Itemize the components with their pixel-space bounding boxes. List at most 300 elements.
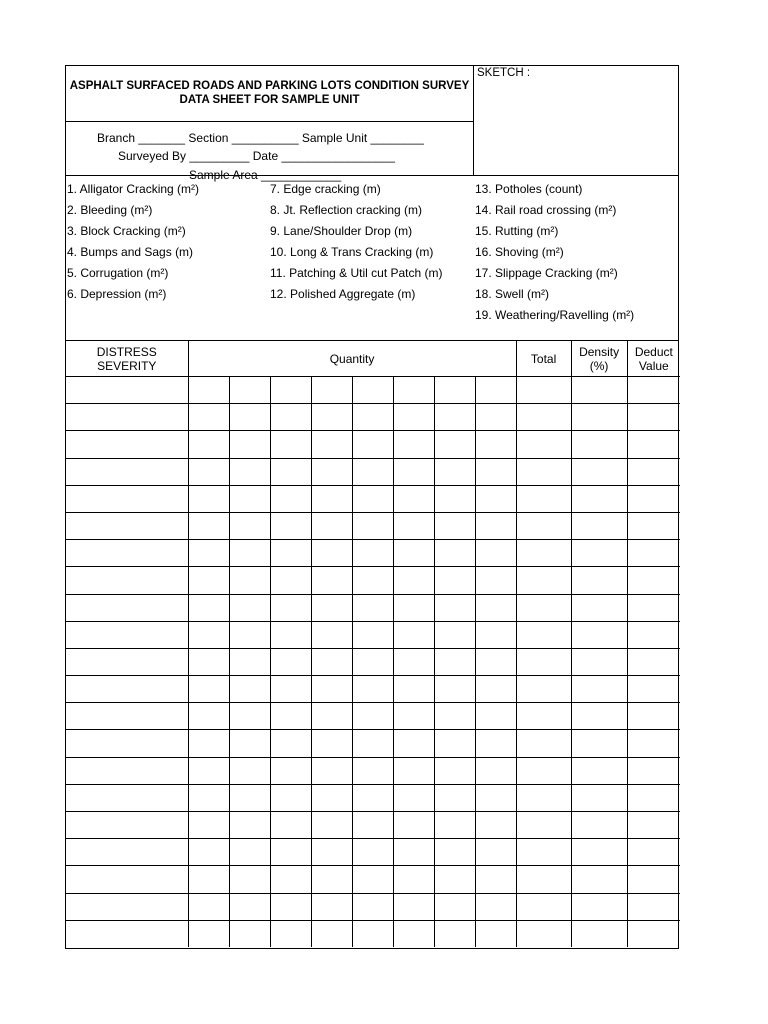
quantity-cell[interactable] <box>229 730 270 757</box>
distress-severity-cell[interactable] <box>66 404 188 431</box>
density-cell[interactable] <box>571 784 627 811</box>
density-cell[interactable] <box>571 404 627 431</box>
density-cell[interactable] <box>571 730 627 757</box>
quantity-cell[interactable] <box>393 377 434 404</box>
total-cell[interactable] <box>516 893 571 920</box>
quantity-cell[interactable] <box>393 730 434 757</box>
quantity-cell[interactable] <box>229 458 270 485</box>
distress-severity-cell[interactable] <box>66 839 188 866</box>
deduct-label: Deduct <box>634 344 673 359</box>
quantity-cell[interactable] <box>434 839 475 866</box>
quantity-cell[interactable] <box>475 866 516 893</box>
quantity-cell[interactable] <box>311 757 352 784</box>
quantity-cell[interactable] <box>270 784 311 811</box>
quantity-cell[interactable] <box>352 839 393 866</box>
quantity-cell[interactable] <box>188 594 229 621</box>
deduct-value-cell[interactable] <box>627 485 680 512</box>
distress-type-legend <box>66 176 678 341</box>
quantity-cell[interactable] <box>434 893 475 920</box>
density-cell[interactable] <box>571 812 627 839</box>
quantity-cell[interactable] <box>311 594 352 621</box>
quantity-cell[interactable] <box>393 567 434 594</box>
total-cell[interactable] <box>516 485 571 512</box>
quantity-cell[interactable] <box>352 784 393 811</box>
density-cell[interactable] <box>571 431 627 458</box>
distress-severity-cell[interactable] <box>66 431 188 458</box>
quantity-cell[interactable] <box>352 377 393 404</box>
quantity-cell[interactable] <box>475 703 516 730</box>
quantity-cell[interactable] <box>352 594 393 621</box>
quantity-cell[interactable] <box>475 567 516 594</box>
quantity-cell[interactable] <box>270 512 311 539</box>
quantity-cell[interactable] <box>311 920 352 947</box>
table-row <box>66 431 680 458</box>
quantity-cell[interactable] <box>352 512 393 539</box>
quantity-cell[interactable] <box>188 730 229 757</box>
quantity-cell[interactable] <box>475 757 516 784</box>
deduct-value-cell[interactable] <box>627 893 680 920</box>
quantity-cell[interactable] <box>229 404 270 431</box>
distress-severity-cell[interactable] <box>66 377 188 404</box>
quantity-header: Quantity <box>188 341 516 377</box>
density-cell[interactable] <box>571 866 627 893</box>
table-row <box>66 920 680 947</box>
quantity-cell[interactable] <box>352 893 393 920</box>
table-row <box>66 567 680 594</box>
deduct-value-cell[interactable] <box>627 540 680 567</box>
quantity-cell[interactable] <box>270 621 311 648</box>
quantity-cell[interactable] <box>393 812 434 839</box>
quantity-cell[interactable] <box>188 431 229 458</box>
deduct-value-cell[interactable] <box>627 431 680 458</box>
distress-severity-cell[interactable] <box>66 648 188 675</box>
quantity-cell[interactable] <box>434 567 475 594</box>
quantity-cell[interactable] <box>434 404 475 431</box>
quantity-cell[interactable] <box>311 512 352 539</box>
quantity-cell[interactable] <box>270 676 311 703</box>
distress-severity-cell[interactable] <box>66 594 188 621</box>
quantity-cell[interactable] <box>188 920 229 947</box>
quantity-cell[interactable] <box>270 703 311 730</box>
quantity-cell[interactable] <box>352 485 393 512</box>
total-cell[interactable] <box>516 703 571 730</box>
quantity-cell[interactable] <box>393 540 434 567</box>
quantity-cell[interactable] <box>434 648 475 675</box>
quantity-cell[interactable] <box>270 594 311 621</box>
distress-severity-cell[interactable] <box>66 920 188 947</box>
quantity-cell[interactable] <box>229 377 270 404</box>
deduct-value-cell[interactable] <box>627 703 680 730</box>
total-cell[interactable] <box>516 431 571 458</box>
quantity-cell[interactable] <box>434 866 475 893</box>
quantity-cell[interactable] <box>311 431 352 458</box>
quantity-cell[interactable] <box>475 377 516 404</box>
quantity-cell[interactable] <box>229 920 270 947</box>
total-cell[interactable] <box>516 676 571 703</box>
total-cell[interactable] <box>516 784 571 811</box>
quantity-cell[interactable] <box>311 839 352 866</box>
title-block <box>66 66 473 122</box>
table-row <box>66 648 680 675</box>
quantity-cell[interactable] <box>229 784 270 811</box>
quantity-cell[interactable] <box>270 567 311 594</box>
quantity-cell[interactable] <box>311 676 352 703</box>
legend-item: 2. Bleeding (m²) <box>67 203 153 217</box>
quantity-cell[interactable] <box>393 594 434 621</box>
quantity-cell[interactable] <box>188 676 229 703</box>
quantity-cell[interactable] <box>393 648 434 675</box>
quantity-cell[interactable] <box>188 839 229 866</box>
quantity-cell[interactable] <box>229 676 270 703</box>
quantity-cell[interactable] <box>475 485 516 512</box>
distress-severity-cell[interactable] <box>66 567 188 594</box>
quantity-cell[interactable] <box>229 621 270 648</box>
quantity-cell[interactable] <box>475 839 516 866</box>
quantity-cell[interactable] <box>229 567 270 594</box>
quantity-cell[interactable] <box>311 784 352 811</box>
quantity-cell[interactable] <box>393 893 434 920</box>
quantity-cell[interactable] <box>393 431 434 458</box>
density-header <box>571 341 627 377</box>
legend-item: 16. Shoving (m²) <box>475 245 564 259</box>
quantity-cell[interactable] <box>475 893 516 920</box>
legend-item: 19. Weathering/Ravelling (m²) <box>475 308 635 322</box>
quantity-cell[interactable] <box>188 866 229 893</box>
deduct-value-cell[interactable] <box>627 512 680 539</box>
density-cell[interactable] <box>571 377 627 404</box>
quantity-cell[interactable] <box>188 703 229 730</box>
quantity-cell[interactable] <box>475 540 516 567</box>
deduct-value-cell[interactable] <box>627 676 680 703</box>
legend-column-2 <box>270 179 443 305</box>
quantity-cell[interactable] <box>475 512 516 539</box>
quantity-cell[interactable] <box>229 594 270 621</box>
density-cell[interactable] <box>571 485 627 512</box>
quantity-cell[interactable] <box>393 512 434 539</box>
quantity-cell[interactable] <box>270 540 311 567</box>
density-cell[interactable] <box>571 893 627 920</box>
quantity-cell[interactable] <box>434 757 475 784</box>
legend-column-3 <box>475 179 634 326</box>
quantity-cell[interactable] <box>352 458 393 485</box>
quantity-cell[interactable] <box>188 648 229 675</box>
total-cell[interactable] <box>516 920 571 947</box>
quantity-cell[interactable] <box>270 866 311 893</box>
quantity-cell[interactable] <box>270 431 311 458</box>
total-cell[interactable] <box>516 839 571 866</box>
deduct-value-cell[interactable] <box>627 377 680 404</box>
quantity-cell[interactable] <box>475 730 516 757</box>
quantity-cell[interactable] <box>311 540 352 567</box>
quantity-cell[interactable] <box>188 485 229 512</box>
quantity-cell[interactable] <box>352 404 393 431</box>
quantity-cell[interactable] <box>475 458 516 485</box>
distress-severity-cell[interactable] <box>66 784 188 811</box>
quantity-cell[interactable] <box>434 458 475 485</box>
table-row <box>66 730 680 757</box>
quantity-cell[interactable] <box>352 621 393 648</box>
density-cell[interactable] <box>571 458 627 485</box>
total-cell[interactable] <box>516 648 571 675</box>
table-row <box>66 377 680 404</box>
sketch-label: SKETCH : <box>477 67 531 79</box>
density-cell[interactable] <box>571 594 627 621</box>
table-row <box>66 676 680 703</box>
density-cell[interactable] <box>571 648 627 675</box>
quantity-cell[interactable] <box>393 621 434 648</box>
total-cell[interactable] <box>516 377 571 404</box>
deduct-value-cell[interactable] <box>627 404 680 431</box>
quantity-cell[interactable] <box>311 404 352 431</box>
legend-column-1 <box>67 179 199 305</box>
quantity-cell[interactable] <box>188 458 229 485</box>
quantity-cell[interactable] <box>352 540 393 567</box>
distress-severity-cell[interactable] <box>66 540 188 567</box>
quantity-cell[interactable] <box>188 893 229 920</box>
deduct-value-cell[interactable] <box>627 458 680 485</box>
quantity-cell[interactable] <box>393 920 434 947</box>
legend-item: 13. Potholes (count) <box>475 182 583 196</box>
quantity-cell[interactable] <box>475 431 516 458</box>
table-row <box>66 404 680 431</box>
quantity-cell[interactable] <box>434 621 475 648</box>
surveyed-by-date-row[interactable]: Surveyed By _________ Date _________________ <box>118 149 395 163</box>
legend-item: 18. Swell (m²) <box>475 287 550 301</box>
distress-severity-cell[interactable] <box>66 812 188 839</box>
quantity-cell[interactable] <box>229 839 270 866</box>
table-row <box>66 757 680 784</box>
table-row <box>66 485 680 512</box>
total-cell[interactable] <box>516 866 571 893</box>
quantity-cell[interactable] <box>311 485 352 512</box>
sample-area-row[interactable]: Sample Area ____________ <box>189 168 342 182</box>
legend-item: 9. Lane/Shoulder Drop (m) <box>270 224 413 238</box>
deduct-value-cell[interactable] <box>627 866 680 893</box>
quantity-cell[interactable] <box>229 757 270 784</box>
table-row <box>66 893 680 920</box>
quantity-cell[interactable] <box>188 784 229 811</box>
header-left-panel <box>66 66 474 182</box>
deduct-value-cell[interactable] <box>627 567 680 594</box>
distress-severity-cell[interactable] <box>66 485 188 512</box>
quantity-cell[interactable] <box>475 648 516 675</box>
quantity-cell[interactable] <box>434 540 475 567</box>
quantity-cell[interactable] <box>352 431 393 458</box>
quantity-cell[interactable] <box>434 920 475 947</box>
quantity-cell[interactable] <box>188 377 229 404</box>
quantity-cell[interactable] <box>352 730 393 757</box>
quantity-cell[interactable] <box>229 866 270 893</box>
quantity-cell[interactable] <box>229 485 270 512</box>
quantity-cell[interactable] <box>475 621 516 648</box>
legend-item: 15. Rutting (m²) <box>475 224 559 238</box>
legend-item: 10. Long & Trans Cracking (m) <box>270 245 434 259</box>
quantity-cell[interactable] <box>475 784 516 811</box>
deduct-value-cell[interactable] <box>627 784 680 811</box>
sketch-area[interactable] <box>474 66 678 176</box>
quantity-cell[interactable] <box>475 812 516 839</box>
deduct-value-header <box>627 341 680 377</box>
quantity-cell[interactable] <box>188 512 229 539</box>
distress-severity-cell[interactable] <box>66 866 188 893</box>
quantity-cell[interactable] <box>270 648 311 675</box>
table-row <box>66 540 680 567</box>
total-cell[interactable] <box>516 812 571 839</box>
quantity-cell[interactable] <box>393 784 434 811</box>
quantity-cell[interactable] <box>311 567 352 594</box>
quantity-cell[interactable] <box>434 703 475 730</box>
sheet-subtitle: DATA SHEET FOR SAMPLE UNIT <box>179 94 360 106</box>
quantity-cell[interactable] <box>393 866 434 893</box>
quantity-cell[interactable] <box>434 784 475 811</box>
quantity-cell[interactable] <box>434 812 475 839</box>
quantity-cell[interactable] <box>311 621 352 648</box>
quantity-cell[interactable] <box>434 377 475 404</box>
quantity-cell[interactable] <box>434 431 475 458</box>
legend-item: 7. Edge cracking (m) <box>270 182 381 196</box>
quantity-cell[interactable] <box>188 540 229 567</box>
quantity-cell[interactable] <box>393 757 434 784</box>
quantity-cell[interactable] <box>188 757 229 784</box>
value-label: Value <box>638 358 669 373</box>
quantity-cell[interactable] <box>475 676 516 703</box>
quantity-cell[interactable] <box>475 404 516 431</box>
quantity-cell[interactable] <box>229 512 270 539</box>
quantity-cell[interactable] <box>352 567 393 594</box>
quantity-cell[interactable] <box>311 730 352 757</box>
total-cell[interactable] <box>516 594 571 621</box>
quantity-cell[interactable] <box>475 920 516 947</box>
deduct-value-cell[interactable] <box>627 594 680 621</box>
quantity-cell[interactable] <box>311 648 352 675</box>
quantity-cell[interactable] <box>270 757 311 784</box>
quantity-cell[interactable] <box>393 839 434 866</box>
deduct-value-cell[interactable] <box>627 648 680 675</box>
density-cell[interactable] <box>571 676 627 703</box>
quantity-cell[interactable] <box>188 621 229 648</box>
distress-severity-cell[interactable] <box>66 730 188 757</box>
legend-item: 12. Polished Aggregate (m) <box>270 287 416 301</box>
distress-severity-header: DISTRESS SEVERITY <box>66 341 188 377</box>
quantity-cell[interactable] <box>229 703 270 730</box>
quantity-cell[interactable] <box>352 866 393 893</box>
distress-severity-cell[interactable] <box>66 757 188 784</box>
quantity-cell[interactable] <box>229 812 270 839</box>
quantity-cell[interactable] <box>311 866 352 893</box>
total-header: Total <box>516 341 571 377</box>
quantity-cell[interactable] <box>352 920 393 947</box>
table-header-row <box>66 341 680 377</box>
total-cell[interactable] <box>516 730 571 757</box>
deduct-value-cell[interactable] <box>627 730 680 757</box>
quantity-cell[interactable] <box>393 485 434 512</box>
quantity-cell[interactable] <box>270 920 311 947</box>
deduct-value-cell[interactable] <box>627 920 680 947</box>
density-cell[interactable] <box>571 920 627 947</box>
quantity-cell[interactable] <box>229 431 270 458</box>
quantity-cell[interactable] <box>270 730 311 757</box>
survey-data-sheet <box>65 65 679 949</box>
distress-severity-cell[interactable] <box>66 703 188 730</box>
quantity-cell[interactable] <box>270 458 311 485</box>
total-cell[interactable] <box>516 757 571 784</box>
quantity-cell[interactable] <box>270 839 311 866</box>
deduct-value-cell[interactable] <box>627 757 680 784</box>
total-cell[interactable] <box>516 458 571 485</box>
quantity-cell[interactable] <box>229 540 270 567</box>
density-cell[interactable] <box>571 757 627 784</box>
quantity-cell[interactable] <box>475 594 516 621</box>
total-cell[interactable] <box>516 512 571 539</box>
quantity-cell[interactable] <box>270 377 311 404</box>
density-cell[interactable] <box>571 567 627 594</box>
legend-item: 11. Patching & Util cut Patch (m) <box>270 266 443 280</box>
quantity-cell[interactable] <box>434 676 475 703</box>
quantity-cell[interactable] <box>229 893 270 920</box>
quantity-cell[interactable] <box>352 703 393 730</box>
total-cell[interactable] <box>516 540 571 567</box>
quantity-cell[interactable] <box>188 567 229 594</box>
quantity-cell[interactable] <box>352 812 393 839</box>
table-row <box>66 866 680 893</box>
quantity-cell[interactable] <box>270 812 311 839</box>
distress-severity-cell[interactable] <box>66 458 188 485</box>
quantity-cell[interactable] <box>352 676 393 703</box>
density-cell[interactable] <box>571 540 627 567</box>
total-cell[interactable] <box>516 567 571 594</box>
total-cell[interactable] <box>516 621 571 648</box>
deduct-value-cell[interactable] <box>627 812 680 839</box>
quantity-cell[interactable] <box>270 893 311 920</box>
quantity-cell[interactable] <box>434 512 475 539</box>
branch-section-unit-row[interactable]: Branch _______ Section __________ Sample Unit ________ <box>97 131 424 145</box>
quantity-cell[interactable] <box>434 485 475 512</box>
quantity-cell[interactable] <box>393 703 434 730</box>
quantity-cell[interactable] <box>311 893 352 920</box>
distress-severity-cell[interactable] <box>66 621 188 648</box>
quantity-cell[interactable] <box>188 812 229 839</box>
quantity-cell[interactable] <box>311 377 352 404</box>
quantity-cell[interactable] <box>270 404 311 431</box>
density-cell[interactable] <box>571 703 627 730</box>
quantity-cell[interactable] <box>311 812 352 839</box>
quantity-cell[interactable] <box>352 757 393 784</box>
quantity-cell[interactable] <box>311 703 352 730</box>
density-cell[interactable] <box>571 839 627 866</box>
deduct-value-cell[interactable] <box>627 621 680 648</box>
quantity-cell[interactable] <box>393 458 434 485</box>
quantity-cell[interactable] <box>434 594 475 621</box>
quantity-cell[interactable] <box>393 404 434 431</box>
distress-severity-cell[interactable] <box>66 676 188 703</box>
quantity-cell[interactable] <box>188 404 229 431</box>
legend-item: 14. Rail road crossing (m²) <box>475 203 617 217</box>
quantity-cell[interactable] <box>352 648 393 675</box>
quantity-cell[interactable] <box>311 458 352 485</box>
total-cell[interactable] <box>516 404 571 431</box>
density-unit: (%) <box>589 358 609 373</box>
quantity-cell[interactable] <box>393 676 434 703</box>
quantity-cell[interactable] <box>270 485 311 512</box>
quantity-cell[interactable] <box>434 730 475 757</box>
density-cell[interactable] <box>571 512 627 539</box>
density-cell[interactable] <box>571 621 627 648</box>
quantity-cell[interactable] <box>229 648 270 675</box>
deduct-value-cell[interactable] <box>627 839 680 866</box>
distress-severity-cell[interactable] <box>66 512 188 539</box>
distress-severity-cell[interactable] <box>66 893 188 920</box>
table-row <box>66 594 680 621</box>
